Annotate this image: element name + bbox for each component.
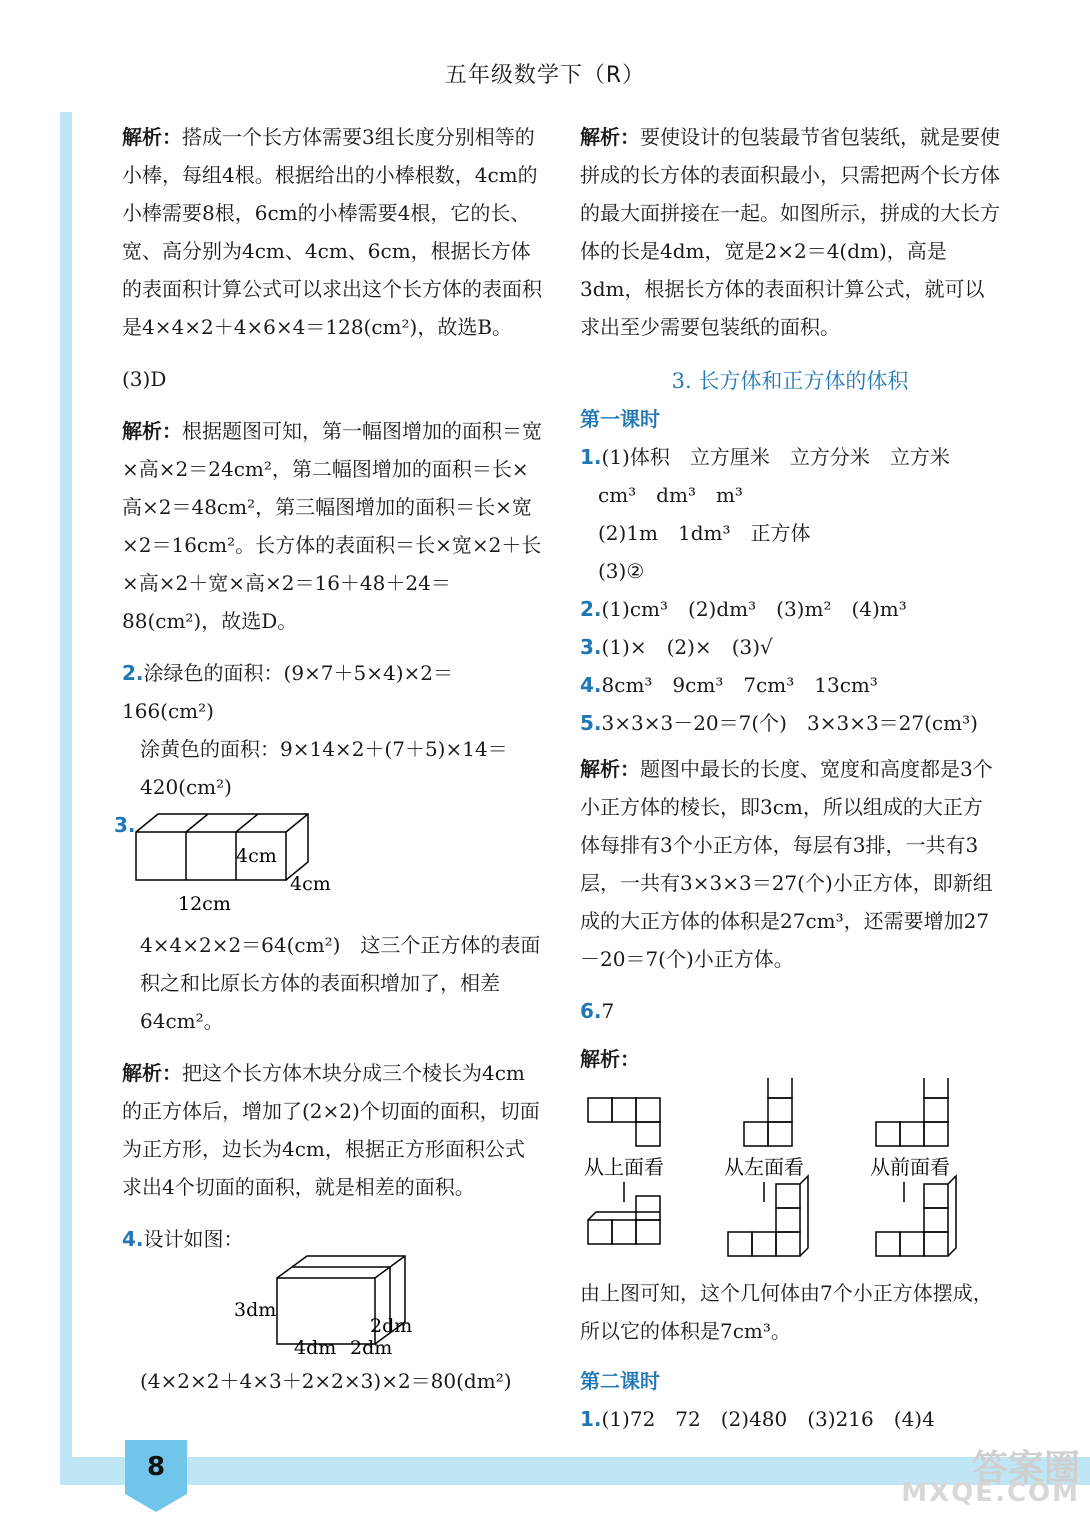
question-3-answer: 4×4×2×2＝64(cm²) 这三个正方体的表面积之和比原长方体的表面积增加了，相差64cm²。 bbox=[140, 933, 541, 1033]
answer-2: 2.(1)cm³ (2)dm³ (3)m² (4)m³ bbox=[580, 597, 907, 621]
svg-text:3dm: 3dm bbox=[234, 1299, 277, 1321]
answer-4: 4.8cm³ 9cm³ 7cm³ 13cm³ bbox=[580, 673, 878, 697]
figure-4 bbox=[122, 1258, 542, 1362]
answer-3: 3.(1)× (2)× (3)√ bbox=[580, 635, 773, 659]
answer-5: 5.3×3×3－20＝7(个) 3×3×3＝27(cm³) bbox=[580, 711, 978, 735]
margin-bar bbox=[60, 112, 72, 1457]
lesson-title: 第二课时 bbox=[580, 1369, 660, 1393]
analysis-paragraph: 解析：题图中最长的长度、宽度和高度都是3个小正方体的棱长，即3cm，所以组成的大正方体每排有3个小正方体，每层有3排，一共有3层，一共有3×3×3＝27(个)小正方体，即新组成的大正方体的体积是27cm³，还需要增加27－20＝7(个)小正方体。 bbox=[580, 757, 993, 971]
views-conclusion: 由上图可知，这个几何体由7个小正方体摆成，所以它的体积是7cm³。 bbox=[580, 1281, 993, 1343]
question-2: 2.涂绿色的面积：(9×7＋5×4)×2＝166(cm²) bbox=[122, 661, 454, 723]
answer-1d: (3)② bbox=[598, 559, 645, 583]
page-number: 8 bbox=[146, 1452, 166, 1482]
analysis-paragraph: 解析：把这个长方体木块分成三个棱长为4cm的正方体后，增加了(2×2)个切面的面积，切面为正方形，边长为4cm，根据正方形面积公式求出4个切面的面积，就是相差的面积。 bbox=[122, 1061, 540, 1199]
view-label-front: 从前面看 bbox=[870, 1155, 950, 1179]
question-4: 4.设计如图： bbox=[122, 1227, 244, 1251]
page-header: 五年级数学下（R） bbox=[444, 63, 646, 88]
answer-6: 6.7 bbox=[580, 999, 615, 1023]
answer-b1: 1.(1)72 72 (2)480 (3)216 (4)4 bbox=[580, 1407, 935, 1431]
view-label-top: 从上面看 bbox=[584, 1155, 664, 1179]
package-figure bbox=[222, 1252, 522, 1356]
figure-3: 3. 4cm 4cm 12cm bbox=[122, 806, 542, 926]
question-2-yellow: 涂黄色的面积：9×14×2＋(7＋5)×14＝420(cm²) bbox=[140, 737, 508, 799]
analysis-paragraph: 解析：根据题图可知，第一幅图增加的面积＝宽×高×2＝24cm²，第二幅图增加的面积＝长×高×2＝48cm²，第三幅图增加的面积＝长×宽×2＝16cm²。长方体的表面积＝长×宽×2＋长×高×2＋宽×高×2＝16＋48＋24＝88(cm²)，故选D。 bbox=[122, 419, 542, 633]
svg-text:2dm: 2dm bbox=[370, 1315, 413, 1337]
svg-text:2dm: 2dm bbox=[350, 1337, 393, 1356]
answer-1b: cm³ dm³ m³ bbox=[598, 483, 743, 507]
views-figure bbox=[580, 1078, 1000, 1274]
section-title: 3. 长方体和正方体的体积 bbox=[671, 369, 909, 393]
lesson-title: 第一课时 bbox=[580, 407, 660, 431]
watermark-url: MXQE.COM bbox=[901, 1478, 1080, 1508]
answer-line: (3)D bbox=[122, 367, 167, 391]
analysis-paragraph: 解析：要使设计的包装最节省包装纸，就是要使拼成的长方体的表面积最小，只需把两个长方体的最大面拼接在一起。如图所示，拼成的大长方体的长是4dm，宽是2×2＝4(dm)，高是3dm，根据长方体的表面积计算公式，就可以求出至少需要包装纸的面积。 bbox=[580, 125, 1000, 339]
label-height: 4cm bbox=[236, 845, 277, 867]
answer-1c: (2)1m 1dm³ 正方体 bbox=[598, 521, 811, 545]
right-column bbox=[580, 118, 1000, 1438]
analysis-paragraph: 解析：搭成一个长方体需要3组长度分别相等的小棒，每组4根。根据给出的小棒根数，4cm的小棒需要8根，6cm的小棒需要4根，它的长、宽、高分别为4cm、4cm、6cm，根据长方体的表面积计算公式可以求出这个长方体的表面积是4×4×2＋4×6×4＝128(cm²)，故选B。 bbox=[122, 125, 542, 339]
left-column bbox=[114, 118, 542, 1400]
label-width: 12cm bbox=[178, 893, 231, 915]
svg-text:4dm: 4dm bbox=[294, 1337, 337, 1356]
watermark-logo: 答案圈 bbox=[971, 1448, 1080, 1489]
view-label-left: 从左面看 bbox=[724, 1155, 804, 1179]
label-depth: 4cm bbox=[290, 873, 331, 895]
question-4-answer: (4×2×2＋4×3＋2×2×3)×2＝80(dm²) bbox=[140, 1369, 512, 1393]
answer-1: 1.(1)体积 立方厘米 立方分米 立方米 bbox=[580, 445, 950, 469]
analysis-label: 解析： bbox=[580, 1047, 640, 1071]
cuboid-figure bbox=[132, 806, 392, 926]
